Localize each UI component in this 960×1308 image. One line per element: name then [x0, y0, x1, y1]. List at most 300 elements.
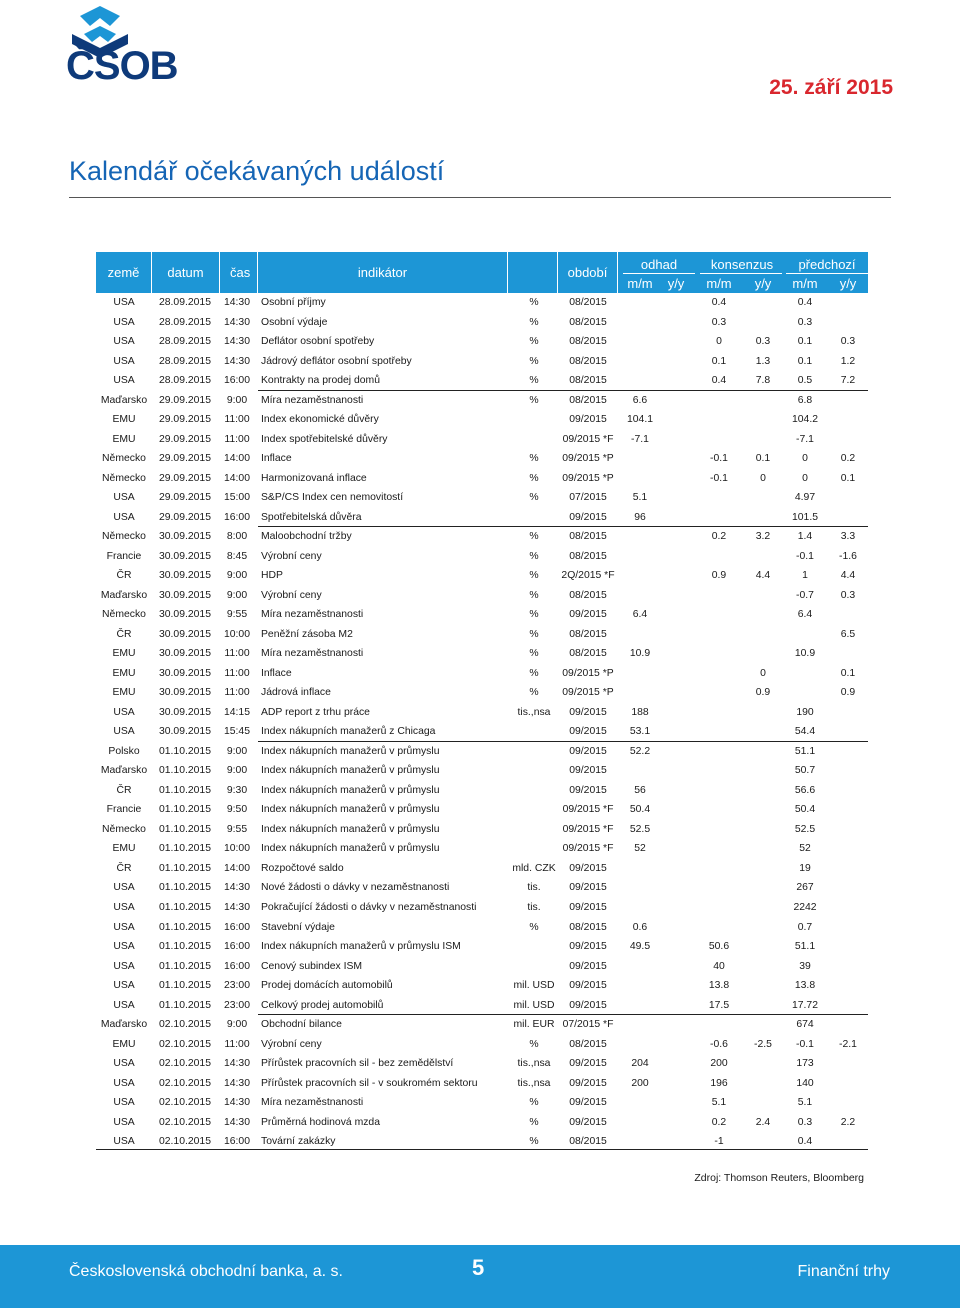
- cell-unit: %: [529, 609, 539, 621]
- table-row: [96, 1074, 868, 1094]
- cell-datum: 29.09.2015: [158, 453, 211, 465]
- cell-cas: 9:30: [226, 784, 248, 796]
- cell-pred-mm: 674: [796, 1019, 814, 1031]
- cell-odhad-mm: 6.6: [632, 394, 648, 406]
- cell-zeme: Maďarsko: [100, 1019, 148, 1031]
- cell-cas: 14:30: [223, 901, 250, 913]
- cell-pred-mm: -0.1: [796, 1038, 814, 1050]
- col-odhad: odhad: [640, 256, 678, 272]
- table-row: [96, 878, 868, 898]
- cell-zeme: USA: [113, 336, 135, 348]
- cell-odhad-mm: -7.1: [631, 433, 649, 445]
- table-row: [96, 937, 868, 957]
- table-row: [96, 566, 868, 586]
- cell-unit: %: [529, 667, 539, 679]
- cell-obdobi: 09/2015 *P: [562, 687, 614, 699]
- cell-cas: 14:15: [223, 706, 250, 718]
- cell-obdobi: 08/2015: [569, 648, 607, 660]
- cell-obdobi: 07/2015 *F: [562, 1019, 614, 1031]
- cell-kons-yy: 0.3: [755, 336, 771, 348]
- cell-kons-mm: 0.1: [711, 355, 727, 367]
- cell-zeme: ČR: [116, 628, 132, 640]
- table-row: [96, 800, 868, 820]
- cell-zeme: Německo: [102, 531, 146, 543]
- cell-pred-yy: 0.3: [840, 589, 856, 601]
- table-row: [96, 742, 868, 762]
- cell-cas: 9:00: [226, 1019, 248, 1031]
- cell-zeme: Německo: [102, 823, 146, 835]
- cell-pred-yy: 0.1: [840, 472, 856, 484]
- cell-cas: 16:00: [223, 375, 250, 387]
- cell-datum: 01.10.2015: [158, 862, 211, 874]
- cell-pred-yy: 7.2: [840, 375, 856, 387]
- cell-cas: 10:00: [223, 628, 250, 640]
- cell-odhad-mm: 0.6: [632, 921, 648, 933]
- cell-pred-mm: 6.8: [797, 394, 813, 406]
- cell-obdobi: 08/2015: [569, 355, 607, 367]
- cell-odhad-mm: 10.9: [629, 648, 651, 660]
- table-row: [96, 996, 868, 1016]
- cell-pred-mm: 0.7: [797, 921, 813, 933]
- cell-cas: 11:00: [224, 1038, 250, 1050]
- cell-pred-mm: 0: [802, 453, 808, 465]
- cell-datum: 01.10.2015: [158, 745, 211, 757]
- cell-kons-mm: 0.3: [711, 316, 727, 328]
- brand-wordmark: ČSOB: [66, 44, 178, 88]
- table-row: [96, 332, 868, 352]
- cell-unit: %: [529, 336, 539, 348]
- cell-zeme: ČR: [116, 784, 132, 796]
- cell-pred-mm: 4.97: [794, 492, 816, 504]
- kons-yy: y/y: [754, 275, 772, 291]
- cell-cas: 14:30: [223, 336, 250, 348]
- cell-zeme: EMU: [112, 414, 136, 426]
- cell-indikator: Index nákupních manažerů v průmyslu: [261, 843, 440, 855]
- cell-obdobi: 09/2015: [569, 862, 607, 874]
- table-header: [96, 252, 868, 293]
- cell-zeme: Francie: [106, 804, 142, 816]
- cell-unit: %: [529, 628, 539, 640]
- cell-zeme: USA: [113, 901, 135, 913]
- cell-datum: 01.10.2015: [158, 882, 211, 894]
- cell-cas: 9:00: [226, 570, 248, 582]
- cell-obdobi: 09/2015: [569, 765, 607, 777]
- cell-datum: 28.09.2015: [158, 336, 211, 348]
- cell-unit: %: [529, 570, 539, 582]
- cell-pred-mm: 2242: [793, 901, 817, 913]
- cell-zeme: EMU: [112, 1038, 136, 1050]
- table-row: [96, 410, 868, 430]
- col-obdobi: období: [558, 252, 618, 293]
- cell-obdobi: 08/2015: [569, 628, 607, 640]
- table-row: [96, 1015, 868, 1035]
- cell-cas: 9:55: [226, 609, 248, 621]
- cell-indikator: Jádrový deflátor osobní spotřeby: [261, 355, 412, 367]
- cell-pred-yy: 0.3: [840, 336, 856, 348]
- cell-indikator: Rozpočtové saldo: [261, 862, 344, 874]
- col-cas: čas: [220, 252, 258, 293]
- cell-datum: 30.09.2015: [158, 726, 211, 738]
- cell-odhad-mm: 5.1: [632, 492, 648, 504]
- cell-obdobi: 08/2015: [569, 316, 607, 328]
- odhad-mm: m/m: [627, 275, 653, 291]
- cell-unit: %: [529, 1097, 539, 1109]
- cell-datum: 02.10.2015: [158, 1116, 211, 1128]
- cell-datum: 02.10.2015: [158, 1058, 211, 1070]
- cell-zeme: USA: [113, 492, 135, 504]
- col-predchozi: předchozí: [798, 256, 856, 272]
- cell-obdobi: 09/2015: [569, 784, 607, 796]
- cell-indikator: Míra nezaměstnanosti: [261, 648, 364, 660]
- cell-pred-mm: 101.5: [791, 511, 818, 523]
- cell-kons-mm: 5.1: [711, 1097, 727, 1109]
- cell-odhad-mm: 50.4: [629, 804, 651, 816]
- cell-datum: 01.10.2015: [158, 843, 211, 855]
- cell-datum: 30.09.2015: [158, 589, 211, 601]
- cell-odhad-mm: 104.1: [626, 414, 653, 426]
- cell-cas: 15:45: [223, 726, 250, 738]
- cell-kons-mm: 17.5: [708, 999, 730, 1011]
- cell-datum: 01.10.2015: [158, 784, 211, 796]
- col-indikator: indikátor: [258, 252, 508, 293]
- cell-obdobi: 09/2015 *P: [562, 453, 614, 465]
- cell-unit: %: [529, 316, 539, 328]
- table-row: [96, 371, 868, 391]
- table-row: [96, 430, 868, 450]
- cell-odhad-mm: 53.1: [629, 726, 651, 738]
- table-row: [96, 898, 868, 918]
- table-row: [96, 703, 868, 723]
- cell-obdobi: 08/2015: [569, 531, 607, 543]
- cell-cas: 16:00: [223, 921, 250, 933]
- cell-indikator: S&P/CS Index cen nemovitostí: [261, 492, 404, 504]
- cell-pred-mm: 51.1: [794, 745, 816, 757]
- cell-unit: %: [529, 921, 539, 933]
- cell-datum: 30.09.2015: [158, 570, 211, 582]
- cell-cas: 14:30: [223, 1058, 250, 1070]
- cell-indikator: HDP: [261, 570, 283, 582]
- cell-datum: 01.10.2015: [158, 921, 211, 933]
- table-row: [96, 1113, 868, 1133]
- cell-datum: 01.10.2015: [158, 999, 211, 1011]
- cell-kons-yy: 0.1: [755, 453, 771, 465]
- cell-pred-yy: 0.2: [840, 453, 856, 465]
- cell-cas: 11:00: [224, 648, 250, 660]
- cell-unit: tis.,nsa: [517, 706, 551, 718]
- cell-unit: mld. CZK: [512, 862, 556, 874]
- cell-datum: 02.10.2015: [158, 1136, 211, 1148]
- cell-zeme: USA: [113, 980, 135, 992]
- cell-unit: %: [529, 472, 539, 484]
- cell-obdobi: 09/2015: [569, 960, 607, 972]
- cell-kons-mm: 196: [710, 1077, 728, 1089]
- cell-datum: 01.10.2015: [158, 804, 211, 816]
- cell-zeme: EMU: [112, 843, 136, 855]
- cell-indikator: Míra nezaměstnanosti: [261, 1097, 364, 1109]
- cell-cas: 16:00: [223, 960, 250, 972]
- cell-indikator: ADP report z trhu práce: [261, 706, 370, 718]
- cell-unit: mil. USD: [513, 980, 555, 992]
- cell-kons-mm: 0: [716, 336, 722, 348]
- cell-indikator: Index ekonomické důvěry: [261, 414, 379, 426]
- cell-cas: 16:00: [223, 511, 250, 523]
- cell-unit: %: [529, 550, 539, 562]
- cell-zeme: USA: [113, 999, 135, 1011]
- cell-cas: 14:30: [223, 297, 250, 308]
- cell-kons-mm: 40: [713, 960, 725, 972]
- cell-obdobi: 09/2015: [569, 726, 607, 738]
- cell-datum: 02.10.2015: [158, 1077, 211, 1089]
- table-row: [96, 352, 868, 372]
- cell-zeme: USA: [113, 297, 135, 308]
- cell-pred-mm: 0.3: [797, 1116, 813, 1128]
- cell-datum: 01.10.2015: [158, 901, 211, 913]
- cell-pred-mm: 0: [802, 472, 808, 484]
- cell-indikator: Inflace: [261, 453, 292, 465]
- cell-cas: 23:00: [223, 980, 250, 992]
- cell-obdobi: 09/2015 *P: [562, 472, 614, 484]
- cell-unit: tis.,nsa: [517, 1058, 551, 1070]
- cell-obdobi: 08/2015: [569, 336, 607, 348]
- cell-cas: 9:00: [226, 589, 248, 601]
- cell-obdobi: 07/2015: [569, 492, 607, 504]
- cell-kons-yy: 0: [760, 667, 766, 679]
- table-row: [96, 761, 868, 781]
- cell-zeme: Německo: [102, 453, 146, 465]
- cell-odhad-mm: 96: [634, 511, 646, 523]
- cell-zeme: USA: [113, 1136, 135, 1148]
- cell-unit: %: [529, 1116, 539, 1128]
- cell-unit: mil. USD: [513, 999, 555, 1011]
- cell-kons-mm: 0.2: [711, 1116, 727, 1128]
- cell-zeme: USA: [113, 726, 135, 738]
- cell-cas: 9:00: [226, 765, 248, 777]
- cell-pred-mm: 0.1: [797, 336, 813, 348]
- cell-zeme: USA: [113, 960, 135, 972]
- cell-obdobi: 09/2015: [569, 941, 607, 953]
- table-bottom-rule: [96, 1149, 868, 1150]
- cell-pred-mm: 0.4: [797, 297, 813, 308]
- cell-indikator: Jádrová inflace: [261, 687, 331, 699]
- cell-obdobi: 09/2015 *F: [562, 804, 614, 816]
- cell-pred-mm: 17.72: [791, 999, 818, 1011]
- cell-zeme: USA: [113, 941, 135, 953]
- cell-unit: tis.: [527, 901, 541, 913]
- cell-indikator: Průměrná hodinová mzda: [261, 1116, 380, 1128]
- table-row: [96, 859, 868, 879]
- cell-obdobi: 09/2015: [569, 1058, 607, 1070]
- cell-kons-mm: 50.6: [708, 941, 730, 953]
- source-note: Zdroj: Thomson Reuters, Bloomberg: [694, 1172, 864, 1184]
- table-row: [96, 391, 868, 411]
- cell-cas: 14:30: [223, 882, 250, 894]
- cell-zeme: USA: [113, 355, 135, 367]
- cell-cas: 9:50: [226, 804, 248, 816]
- cell-zeme: Maďarsko: [100, 589, 148, 601]
- cell-cas: 14:30: [223, 1097, 250, 1109]
- cell-indikator: Výrobní ceny: [261, 1038, 322, 1050]
- cell-cas: 14:30: [223, 316, 250, 328]
- cell-indikator: Index nákupních manažerů v průmyslu: [261, 765, 440, 777]
- cell-obdobi: 09/2015: [569, 980, 607, 992]
- cell-kons-yy: -2.5: [754, 1038, 772, 1050]
- cell-indikator: Prodej domácích automobilů: [261, 980, 393, 992]
- cell-obdobi: 08/2015: [569, 1038, 607, 1050]
- cell-datum: 30.09.2015: [158, 648, 211, 660]
- cell-pred-mm: 19: [799, 862, 811, 874]
- cell-obdobi: 08/2015: [569, 921, 607, 933]
- cell-pred-mm: 0.3: [797, 316, 813, 328]
- cell-indikator: Tovární zakázky: [261, 1136, 336, 1148]
- cell-kons-yy: 1.3: [755, 355, 771, 367]
- cell-cas: 15:00: [223, 492, 250, 504]
- cell-kons-yy: 0.9: [755, 687, 771, 699]
- cell-zeme: Maďarsko: [100, 765, 148, 777]
- cell-unit: %: [529, 1038, 539, 1050]
- footer-bar: [0, 1245, 960, 1308]
- cell-zeme: USA: [113, 921, 135, 933]
- cell-indikator: Celkový prodej automobilů: [261, 999, 384, 1011]
- cell-unit: %: [529, 589, 539, 601]
- cell-pred-mm: 267: [796, 882, 814, 894]
- cell-indikator: Obchodní bilance: [261, 1019, 342, 1031]
- cell-pred-mm: 0.1: [797, 355, 813, 367]
- cell-indikator: Přírůstek pracovních sil - v soukromém sektoru: [261, 1077, 478, 1089]
- cell-pred-yy: -1.6: [839, 550, 857, 562]
- cell-odhad-mm: 52.5: [629, 823, 651, 835]
- table-row: [96, 527, 868, 547]
- cell-kons-mm: 200: [710, 1058, 728, 1070]
- cell-pred-mm: 1.4: [797, 531, 813, 543]
- cell-indikator: Míra nezaměstnanosti: [261, 609, 364, 621]
- table-row: [96, 605, 868, 625]
- cell-unit: %: [529, 648, 539, 660]
- cell-obdobi: 08/2015: [569, 550, 607, 562]
- cell-cas: 9:55: [226, 823, 248, 835]
- cell-datum: 29.09.2015: [158, 492, 211, 504]
- table-row: [96, 683, 868, 703]
- table-row: [96, 313, 868, 333]
- cell-datum: 30.09.2015: [158, 628, 211, 640]
- table-row: [96, 957, 868, 977]
- cell-pred-yy: 1.2: [840, 355, 856, 367]
- cell-indikator: Inflace: [261, 667, 292, 679]
- cell-unit: %: [529, 453, 539, 465]
- cell-cas: 14:30: [223, 1077, 250, 1089]
- cell-kons-mm: 0.4: [711, 375, 727, 387]
- cell-datum: 30.09.2015: [158, 706, 211, 718]
- cell-obdobi: 08/2015: [569, 1136, 607, 1148]
- cell-cas: 8:00: [226, 531, 248, 543]
- cell-pred-mm: 13.8: [794, 980, 816, 992]
- cell-indikator: Index nákupních manažerů v průmyslu: [261, 784, 440, 796]
- cell-pred-yy: 3.3: [840, 531, 856, 543]
- cell-cas: 23:00: [223, 999, 250, 1011]
- cell-zeme: Polsko: [108, 745, 140, 757]
- cell-cas: 9:00: [226, 745, 248, 757]
- cell-pred-mm: 0.4: [797, 1136, 813, 1148]
- table-row: [96, 508, 868, 528]
- cell-kons-mm: 0.9: [711, 570, 727, 582]
- cell-kons-yy: 0: [760, 472, 766, 484]
- cell-obdobi: 09/2015 *F: [562, 823, 614, 835]
- cell-pred-mm: -0.7: [796, 589, 814, 601]
- cell-unit: %: [529, 687, 539, 699]
- cell-zeme: ČR: [116, 862, 132, 874]
- cell-obdobi: 09/2015: [569, 1077, 607, 1089]
- cell-indikator: Osobní výdaje: [261, 316, 328, 328]
- cell-pred-mm: 140: [796, 1077, 814, 1089]
- cell-kons-mm: -0.6: [710, 1038, 728, 1050]
- cell-zeme: Německo: [102, 609, 146, 621]
- col-unit: [508, 252, 558, 293]
- cell-pred-mm: 190: [796, 706, 814, 718]
- cell-datum: 30.09.2015: [158, 550, 211, 562]
- cell-cas: 11:00: [224, 667, 250, 679]
- cell-cas: 16:00: [223, 941, 250, 953]
- cell-zeme: USA: [113, 706, 135, 718]
- cell-odhad-mm: 56: [634, 784, 646, 796]
- table-row: [96, 586, 868, 606]
- cell-pred-mm: 52: [799, 843, 811, 855]
- col-datum: datum: [152, 252, 220, 293]
- cell-indikator: Index nákupních manažerů v průmyslu: [261, 823, 440, 835]
- cell-pred-yy: 0.1: [840, 667, 856, 679]
- cell-indikator: Výrobní ceny: [261, 589, 322, 601]
- cell-obdobi: 09/2015: [569, 999, 607, 1011]
- cell-datum: 28.09.2015: [158, 375, 211, 387]
- cell-zeme: Maďarsko: [100, 394, 148, 406]
- cell-indikator: Deflátor osobní spotřeby: [261, 336, 375, 348]
- cell-obdobi: 09/2015 *F: [562, 843, 614, 855]
- cell-unit: %: [529, 394, 539, 406]
- cell-pred-yy: 2.2: [840, 1116, 856, 1128]
- cell-obdobi: 09/2015: [569, 882, 607, 894]
- cell-obdobi: 08/2015: [569, 375, 607, 387]
- cell-cas: 14:30: [223, 355, 250, 367]
- cell-indikator: Přírůstek pracovních sil - bez zemědělství: [261, 1058, 454, 1070]
- cell-kons-yy: 4.4: [755, 570, 771, 582]
- cell-datum: 01.10.2015: [158, 941, 211, 953]
- cell-unit: %: [529, 355, 539, 367]
- cell-zeme: USA: [113, 1097, 135, 1109]
- cell-datum: 29.09.2015: [158, 414, 211, 426]
- cell-pred-mm: 10.9: [794, 648, 816, 660]
- table-row: [96, 293, 868, 313]
- cell-pred-yy: 6.5: [840, 628, 856, 640]
- table-row: [96, 1093, 868, 1113]
- cell-datum: 28.09.2015: [158, 355, 211, 367]
- cell-cas: 11:00: [224, 433, 250, 445]
- cell-cas: 14:00: [223, 453, 250, 465]
- page-number: 5: [472, 1255, 485, 1280]
- cell-datum: 30.09.2015: [158, 687, 211, 699]
- cell-pred-mm: 0.5: [797, 375, 813, 387]
- table-row: [96, 1035, 868, 1055]
- pred-yy: y/y: [839, 275, 857, 291]
- table-row: [96, 547, 868, 567]
- cell-obdobi: 2Q/2015 *F: [561, 570, 615, 582]
- cell-cas: 10:00: [223, 843, 250, 855]
- title-divider: [69, 197, 891, 198]
- col-zeme: země: [96, 252, 152, 293]
- cell-pred-mm: 39: [799, 960, 811, 972]
- cell-zeme: EMU: [112, 648, 136, 660]
- cell-datum: 01.10.2015: [158, 960, 211, 972]
- cell-indikator: Spotřebitelská důvěra: [261, 511, 362, 523]
- cell-odhad-mm: 204: [631, 1058, 649, 1070]
- cell-pred-mm: 50.4: [794, 804, 816, 816]
